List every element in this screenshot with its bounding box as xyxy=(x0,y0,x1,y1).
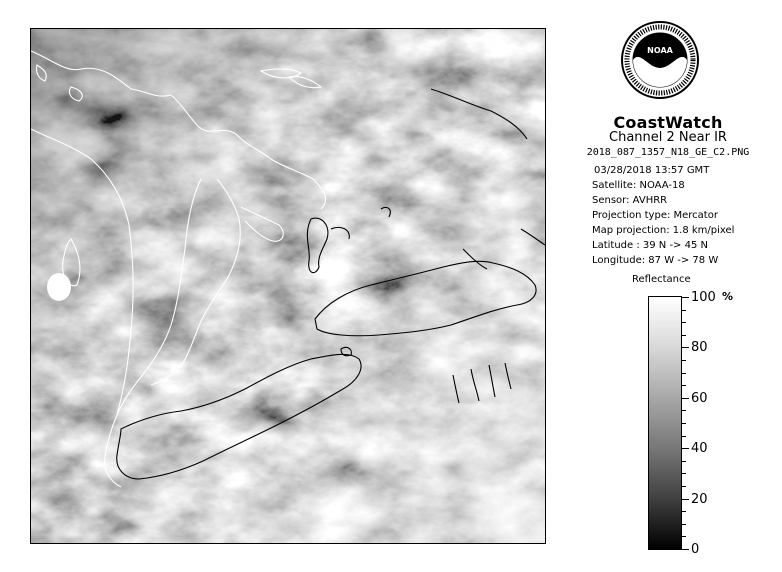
colorbar-tick xyxy=(681,335,686,336)
latitude-label: Latitude : 39 N -> 45 N xyxy=(592,240,708,251)
colorbar-tick-label: 0 xyxy=(691,542,700,557)
reflectance-colorbar xyxy=(648,296,682,550)
colorbar-tick xyxy=(681,398,689,399)
colorbar-tick-label: 80 xyxy=(691,340,708,355)
colorbar-tick xyxy=(681,436,686,437)
colorbar-tick xyxy=(681,511,686,512)
colorbar-tick xyxy=(681,473,686,474)
brand-title: CoastWatch xyxy=(613,113,723,132)
colorbar-tick xyxy=(681,373,686,374)
colorbar-tick xyxy=(681,524,686,525)
colorbar-tick xyxy=(681,322,686,323)
channel-label: Channel 2 Near IR xyxy=(609,130,727,145)
legend-unit: % xyxy=(722,290,734,303)
colorbar-tick-label: 100 xyxy=(691,290,716,305)
longitude-label: Longitude: 87 W -> 78 W xyxy=(592,255,719,266)
colorbar-tick xyxy=(681,499,689,500)
colorbar-tick xyxy=(681,486,686,487)
colorbar-tick xyxy=(681,423,686,424)
colorbar-tick-label: 20 xyxy=(691,492,708,507)
colorbar-tick xyxy=(681,549,689,550)
legend-title: Reflectance xyxy=(632,274,691,285)
brightness-overlay xyxy=(31,29,545,543)
sensor-label: Sensor: AVHRR xyxy=(592,195,668,206)
satellite-image-canvas xyxy=(31,29,545,543)
noaa-logo xyxy=(620,20,700,100)
colorbar-tick xyxy=(681,385,686,386)
colorbar-tick xyxy=(681,347,689,348)
colorbar-tick xyxy=(681,360,686,361)
satellite-image xyxy=(30,28,546,544)
map-projection-label: Map projection: 1.8 km/pixel xyxy=(592,225,735,236)
colorbar-tick xyxy=(681,536,686,537)
datetime-label: 03/28/2018 13:57 GMT xyxy=(594,165,710,176)
colorbar-tick xyxy=(681,410,686,411)
colorbar-tick xyxy=(681,448,689,449)
colorbar-tick-label: 40 xyxy=(691,441,708,456)
filename-label: 2018_087_1357_N18_GE_C2.PNG xyxy=(586,147,750,158)
snow-patch xyxy=(47,273,71,301)
noaa-logo-text: NOAA xyxy=(647,46,673,55)
colorbar-tick xyxy=(681,297,689,298)
colorbar-tick xyxy=(681,461,686,462)
satellite-label: Satellite: NOAA-18 xyxy=(592,180,685,191)
projection-type-label: Projection type: Mercator xyxy=(592,210,718,221)
colorbar-tick xyxy=(681,310,686,311)
colorbar-tick-label: 60 xyxy=(691,391,708,406)
